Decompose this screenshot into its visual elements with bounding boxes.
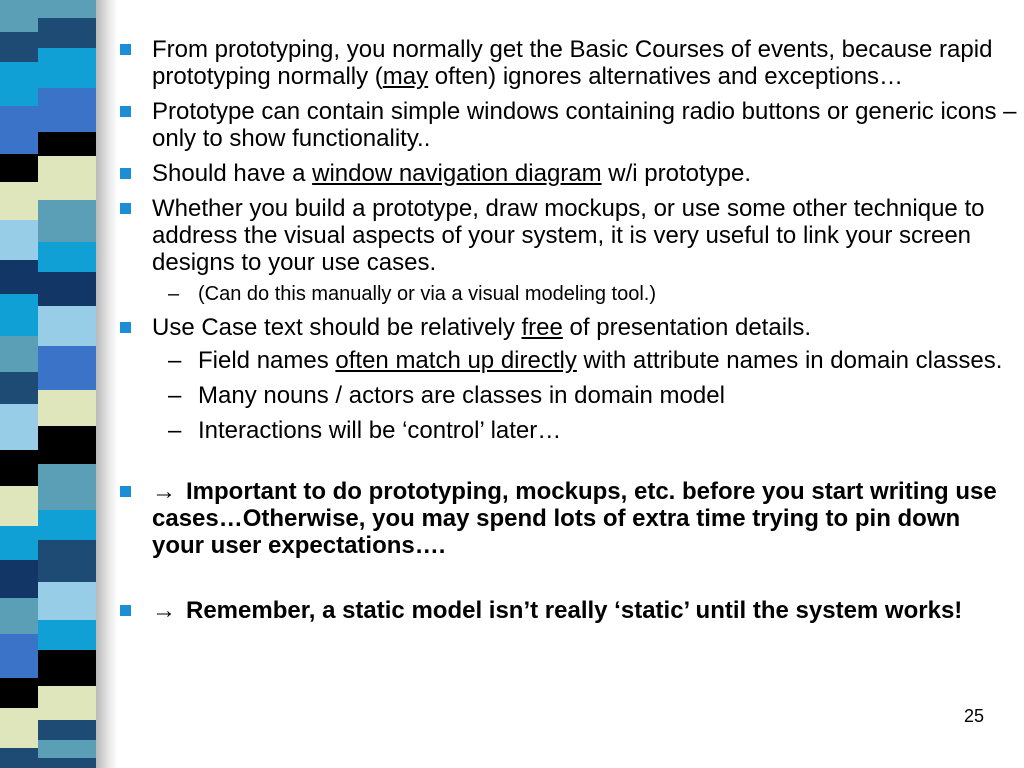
stripe-block — [38, 18, 96, 48]
bullet-presentation-details: Use Case text should be relatively free of presentation details. — [118, 314, 1018, 341]
stripe-block — [0, 0, 38, 32]
stripe-column-left — [0, 0, 38, 768]
dash-marker: – — [168, 417, 182, 444]
square-bullet-icon — [120, 44, 131, 55]
decorative-stripe-bar — [0, 0, 118, 768]
stripe-block — [38, 758, 96, 768]
right-arrow-icon: → — [152, 478, 176, 505]
stripe-block — [38, 510, 96, 540]
bullet-static-model: → Remember, a static model isn’t really ‘static’ until the system works! — [118, 597, 1018, 624]
stripe-block — [0, 404, 38, 450]
slide-content — [118, 36, 1018, 632]
stripe-block — [38, 200, 96, 242]
bullet-simple-windows: Prototype can contain simple windows containing radio buttons or generic icons – only to show functionality.. — [118, 98, 1018, 152]
stripe-block — [0, 182, 38, 220]
stripe-block — [38, 132, 96, 156]
stripe-block — [0, 62, 38, 106]
page-number: 25 — [964, 706, 985, 726]
bullet-important-prototyping: → Important to do prototyping, mockups, etc. before you start writing use cases…Otherwise, you may spend lots of extra time trying to pin down your user expectations…. — [118, 478, 1018, 559]
stripe-block — [38, 272, 96, 306]
bullet-window-navigation: Should have a window navigation diagram w/i prototype. — [118, 160, 1018, 187]
stripe-block — [0, 708, 38, 748]
stripe-block — [38, 650, 96, 686]
underlined-window-navigation-diagram: window navigation diagram — [312, 160, 602, 187]
stripe-block — [38, 740, 96, 758]
square-bullet-icon — [120, 106, 131, 117]
stripe-block — [38, 390, 96, 426]
stripe-block — [0, 634, 38, 678]
stripe-block — [38, 540, 96, 582]
square-bullet-icon — [120, 486, 131, 497]
bullet-basic-courses: From prototyping, you normally get the Basic Courses of events, because rapid prototyping normally (may often) ignores alternatives and exceptions… — [118, 36, 1018, 90]
stripe-block — [38, 720, 96, 740]
stripe-block — [38, 306, 96, 346]
square-bullet-icon — [120, 605, 131, 616]
stripe-block — [0, 154, 38, 182]
stripe-block — [38, 464, 96, 510]
dash-marker: – — [168, 347, 182, 374]
stripe-block — [0, 486, 38, 526]
stripe-block — [0, 526, 38, 560]
dash-marker: – — [168, 382, 182, 409]
stripe-block — [0, 106, 38, 154]
stripe-block — [0, 220, 38, 260]
stripe-block — [38, 88, 96, 132]
dash-marker: – — [168, 283, 180, 305]
stripe-block — [0, 450, 38, 486]
square-bullet-icon — [120, 168, 131, 179]
underlined-free: free — [521, 314, 563, 341]
stripe-block — [38, 620, 96, 650]
sub-bullet-nouns-actors: – Many nouns / actors are classes in domain model — [168, 382, 725, 409]
square-bullet-icon — [120, 203, 131, 214]
stripe-shadow — [96, 0, 118, 768]
stripe-block — [38, 426, 96, 464]
stripe-block — [0, 560, 38, 598]
right-arrow-icon: → — [152, 597, 176, 624]
stripe-block — [38, 156, 96, 200]
stripe-block — [0, 372, 38, 404]
stripe-block — [0, 336, 38, 372]
spacer — [118, 452, 1018, 478]
stripe-block — [38, 48, 96, 88]
stripe-block — [0, 598, 38, 634]
stripe-block — [0, 32, 38, 62]
underlined-often-match-up-directly: often match up directly — [335, 347, 577, 374]
square-bullet-icon — [120, 322, 131, 333]
underlined-may: may — [382, 63, 429, 90]
stripe-block — [38, 582, 96, 620]
stripe-block — [38, 0, 96, 18]
sub-bullet-modeling-tool: – (Can do this manually or via a visual modeling tool.) — [168, 283, 656, 305]
bullet-link-screen-designs: Whether you build a prototype, draw mockups, or use some other technique to address the visual aspects of your system, it is very useful to link your screen designs to your use cases. — [118, 195, 1018, 276]
spacer — [118, 567, 1018, 597]
stripe-block — [38, 346, 96, 390]
stripe-block — [0, 678, 38, 708]
stripe-block — [38, 242, 96, 272]
stripe-block — [38, 686, 96, 720]
sub-bullet-interactions: – Interactions will be ‘control’ later… — [168, 417, 562, 444]
stripe-block — [0, 294, 38, 336]
sub-bullet-field-names: – Field names often match up directly with attribute names in domain classes. — [168, 347, 1003, 374]
stripe-block — [0, 260, 38, 294]
stripe-column-right — [38, 0, 96, 768]
stripe-block — [0, 748, 38, 768]
